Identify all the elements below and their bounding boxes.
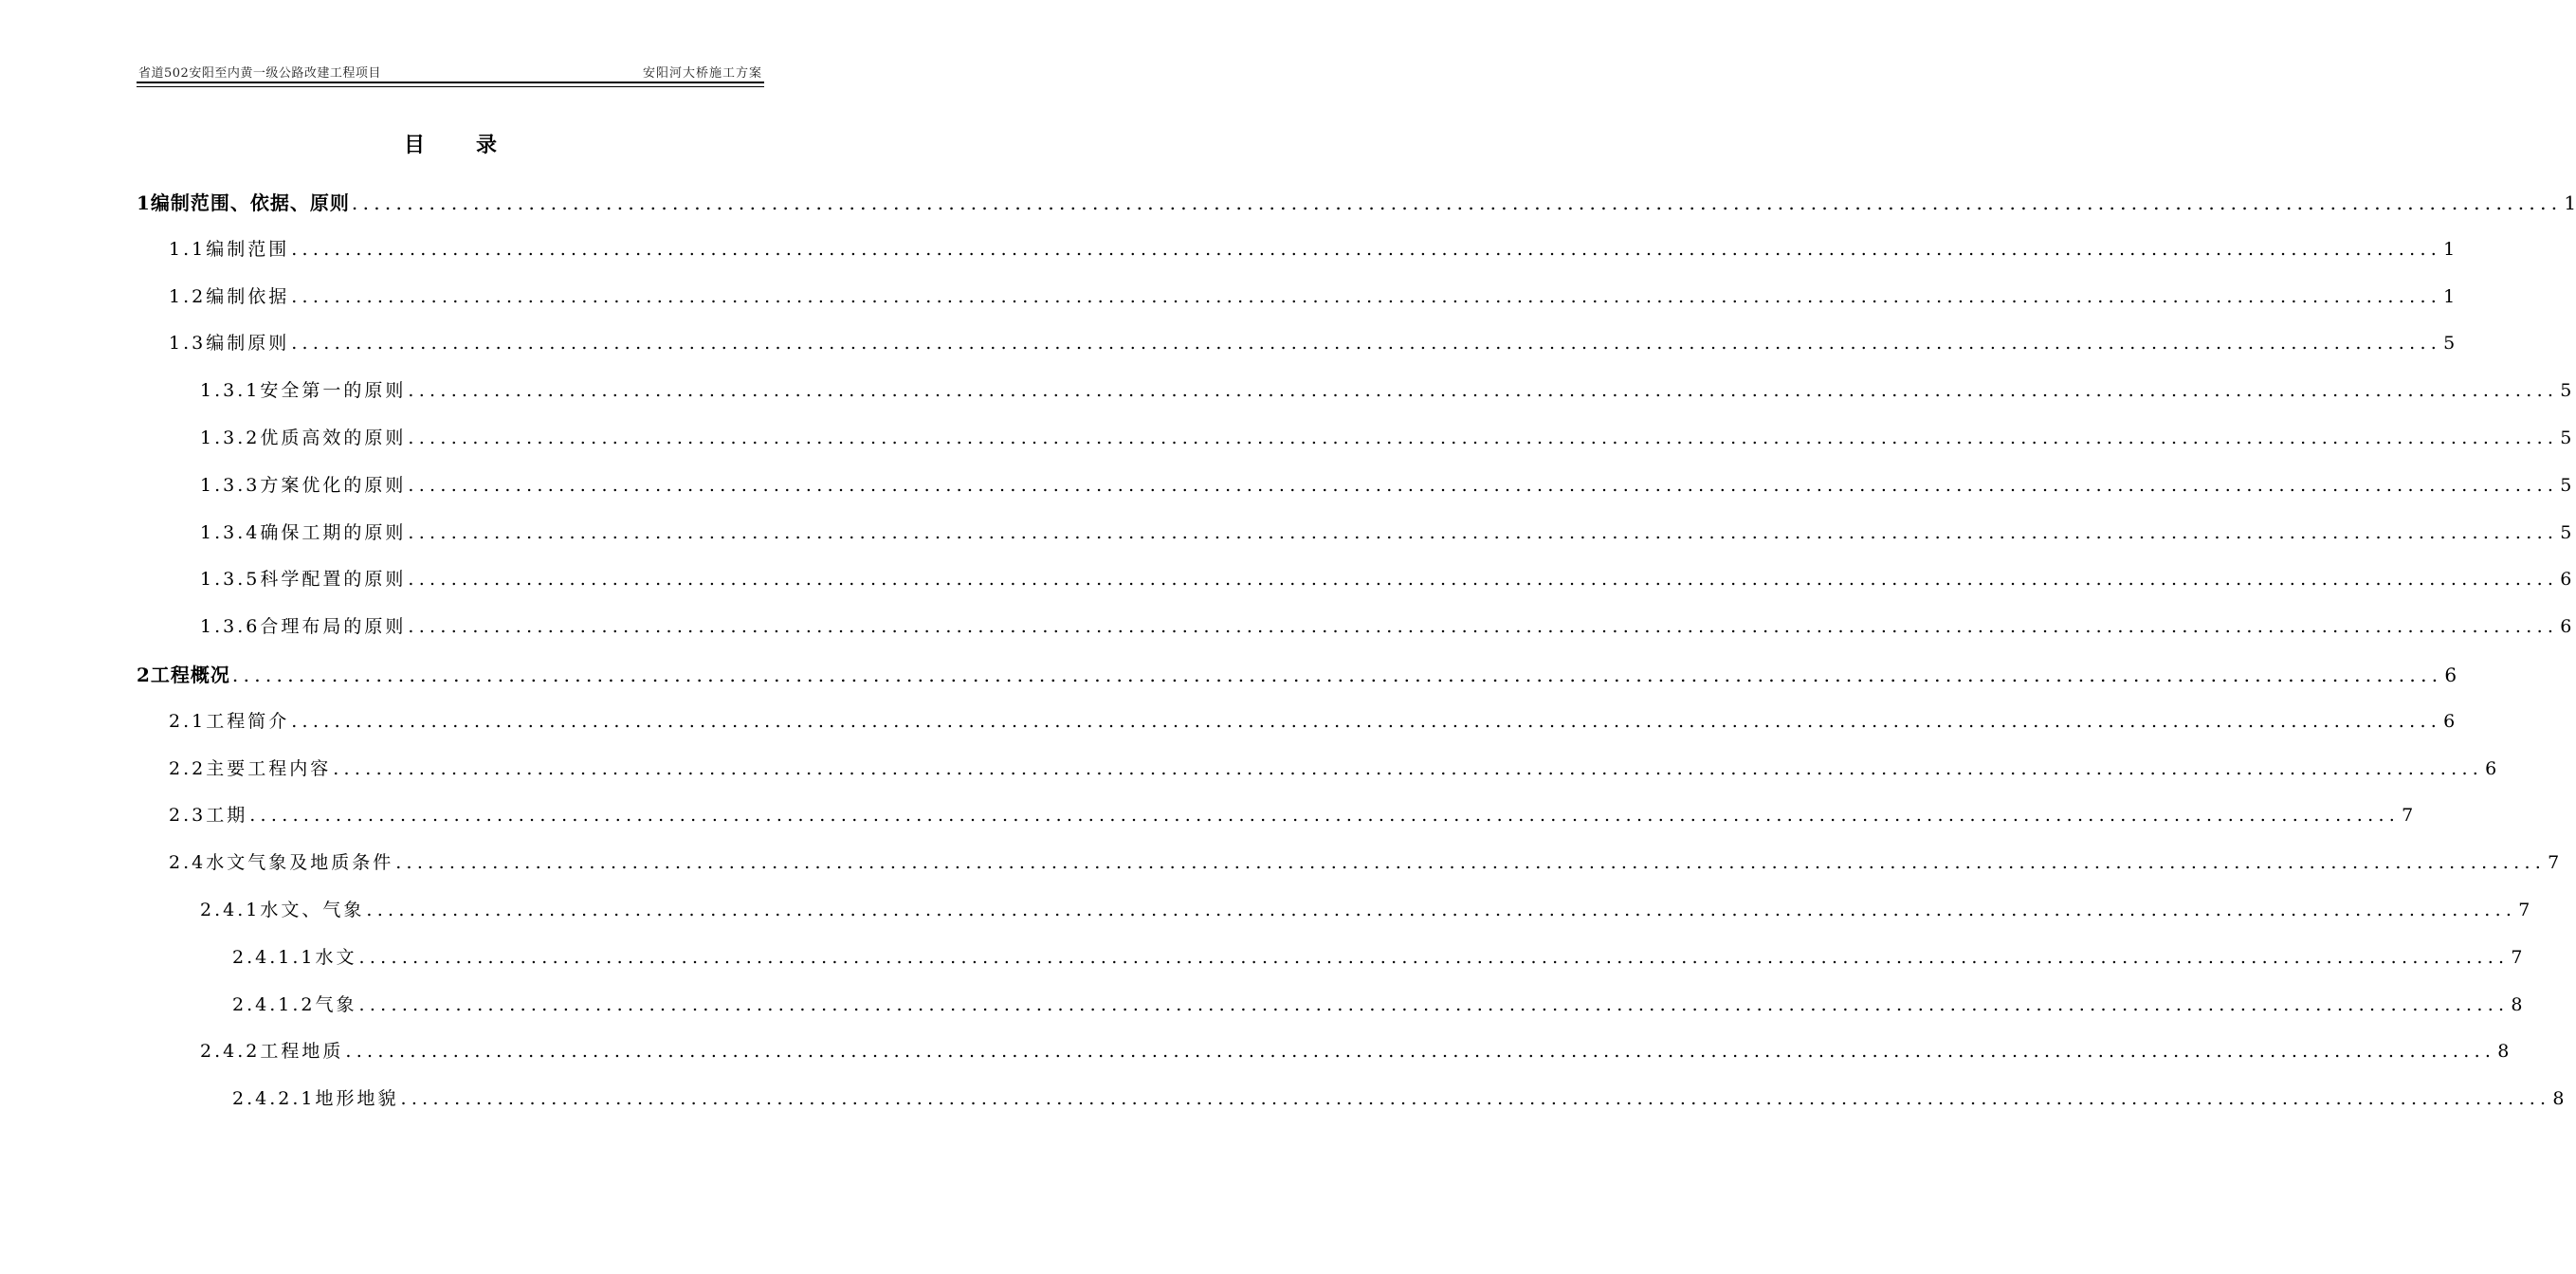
toc-entry-title: 2.4.2.1地形地貌 [232, 1088, 399, 1110]
toc-entry-page-number: 6 [2443, 710, 2456, 732]
toc-entry-page-number: 5 [2560, 521, 2572, 543]
toc-entry[interactable] [169, 801, 2414, 829]
toc-leader-dots: ........................................................................................................................................................................................................ [408, 428, 2559, 448]
toc-entry-title: 2.3工期 [169, 805, 248, 827]
toc-entry-title: 2工程概况 [137, 664, 230, 686]
toc-entry-title: 1.2编制依据 [169, 285, 290, 307]
toc-entry-title: 2.4.1.2气象 [232, 993, 357, 1015]
toc-leader-dots: ........................................................................................................................................................................................................ [291, 333, 2442, 355]
toc-entry[interactable] [232, 991, 2523, 1019]
toc-entry-page-number: 7 [2511, 946, 2523, 968]
toc-entry-page-number: 1 [2564, 191, 2576, 214]
toc-entry-title: 1编制范围、依据、原则 [137, 191, 350, 214]
toc-entry[interactable] [169, 329, 2456, 357]
toc-entry-page-number: 7 [2548, 852, 2560, 874]
toc-leader-dots: ........................................................................................................................................................................................................ [333, 757, 2484, 779]
toc-entry-title: 1.3.3方案优化的原则 [200, 474, 407, 496]
header-rule-thick [137, 82, 764, 83]
page-header [137, 61, 764, 80]
toc-leader-dots: ........................................................................................................................................................................................................ [400, 1088, 2551, 1110]
toc-entry[interactable] [200, 376, 2572, 405]
toc-entry-title: 2.4.1.1水文 [232, 946, 357, 968]
page-title: 目录 [403, 133, 548, 157]
toc-entry[interactable] [200, 612, 2572, 641]
toc-entry-page-number: 8 [2511, 993, 2523, 1015]
toc-entry-page-number: 5 [2560, 380, 2572, 402]
toc-entry-page-number: 6 [2560, 569, 2572, 591]
toc-entry-title: 1.1编制范围 [169, 238, 290, 260]
toc-leader-dots: ........................................................................................................................................................................................................ [408, 521, 2559, 543]
toc-leader-dots: ........................................................................................................................................................................................................ [408, 569, 2559, 591]
toc-entry-page-number: 6 [2485, 757, 2497, 779]
toc-leader-dots: ........................................................................................................................................................................................................ [351, 191, 2563, 214]
toc-entry[interactable] [232, 943, 2523, 972]
toc-leader-dots: ........................................................................................................................................................................................................ [408, 380, 2559, 402]
toc-entry[interactable] [200, 896, 2530, 924]
toc-entry-page-number: 1 [2443, 238, 2456, 260]
toc-leader-dots: ........................................................................................................................................................................................................ [249, 805, 2401, 827]
toc-entry-title: 1.3.1安全第一的原则 [200, 380, 407, 402]
toc-entry-title: 2.1工程简介 [169, 710, 290, 732]
toc-entry[interactable] [137, 660, 2457, 688]
toc-leader-dots: ........................................................................................................................................................................................................ [291, 710, 2442, 732]
toc-entry-page-number: 5 [2560, 428, 2572, 448]
toc-leader-dots: ........................................................................................................................................................................................................ [291, 285, 2442, 307]
toc-leader-dots: ........................................................................................................................................................................................................ [231, 664, 2443, 686]
toc-leader-dots: ........................................................................................................................................................................................................ [408, 474, 2559, 496]
toc-entry-title: 1.3.4确保工期的原则 [200, 521, 407, 543]
toc-entry-page-number: 5 [2443, 333, 2456, 355]
toc-entry-page-number: 8 [2497, 1041, 2510, 1063]
toc-leader-dots: ........................................................................................................................................................................................................ [358, 946, 2510, 968]
toc-entry[interactable] [200, 519, 2572, 547]
toc-entry[interactable] [169, 755, 2497, 783]
toc-entry[interactable] [169, 235, 2456, 264]
toc-entry-title: 1.3编制原则 [169, 333, 290, 355]
toc-entry-title: 2.4.2工程地质 [200, 1041, 344, 1063]
toc-leader-dots: ........................................................................................................................................................................................................ [291, 238, 2442, 260]
toc-leader-dots: ........................................................................................................................................................................................................ [408, 616, 2559, 638]
toc-entry-title: 1.3.6合理布局的原则 [200, 616, 407, 638]
toc-entry-page-number: 5 [2560, 474, 2572, 496]
header-project-name: 省道502安阳至内黄一级公路改建工程项目 [138, 66, 381, 81]
toc-entry-page-number: 1 [2443, 285, 2456, 307]
toc-entry[interactable] [200, 565, 2572, 593]
toc-entry[interactable] [169, 282, 2456, 311]
toc-entry[interactable] [200, 424, 2572, 452]
toc-leader-dots: ........................................................................................................................................................................................................ [366, 900, 2517, 920]
toc-entry-title: 2.4.1水文、气象 [200, 900, 365, 920]
toc-leader-dots: ........................................................................................................................................................................................................ [345, 1041, 2496, 1063]
header-rule-thin [137, 86, 764, 87]
toc-entry-title: 1.3.5科学配置的原则 [200, 569, 407, 591]
toc-entry-page-number: 7 [2402, 805, 2414, 827]
toc-entry[interactable] [200, 471, 2572, 500]
toc-entry[interactable] [169, 848, 2560, 877]
toc-entry[interactable] [200, 1037, 2510, 1065]
toc-entry-title: 2.2主要工程内容 [169, 757, 332, 779]
toc-entry-page-number: 7 [2518, 900, 2530, 920]
header-document-name: 安阳河大桥施工方案 [642, 66, 762, 81]
toc-entry[interactable] [169, 707, 2456, 736]
toc-leader-dots: ........................................................................................................................................................................................................ [395, 852, 2547, 874]
toc-entry[interactable] [232, 1084, 2565, 1113]
toc-entry-page-number: 8 [2552, 1088, 2565, 1110]
toc-entry[interactable] [137, 188, 2576, 216]
toc-entry-page-number: 6 [2560, 616, 2572, 638]
toc-leader-dots: ........................................................................................................................................................................................................ [358, 993, 2510, 1015]
toc-entry-page-number: 6 [2444, 664, 2457, 686]
toc-entry-title: 1.3.2优质高效的原则 [200, 428, 407, 448]
toc-entry-title: 2.4水文气象及地质条件 [169, 852, 394, 874]
